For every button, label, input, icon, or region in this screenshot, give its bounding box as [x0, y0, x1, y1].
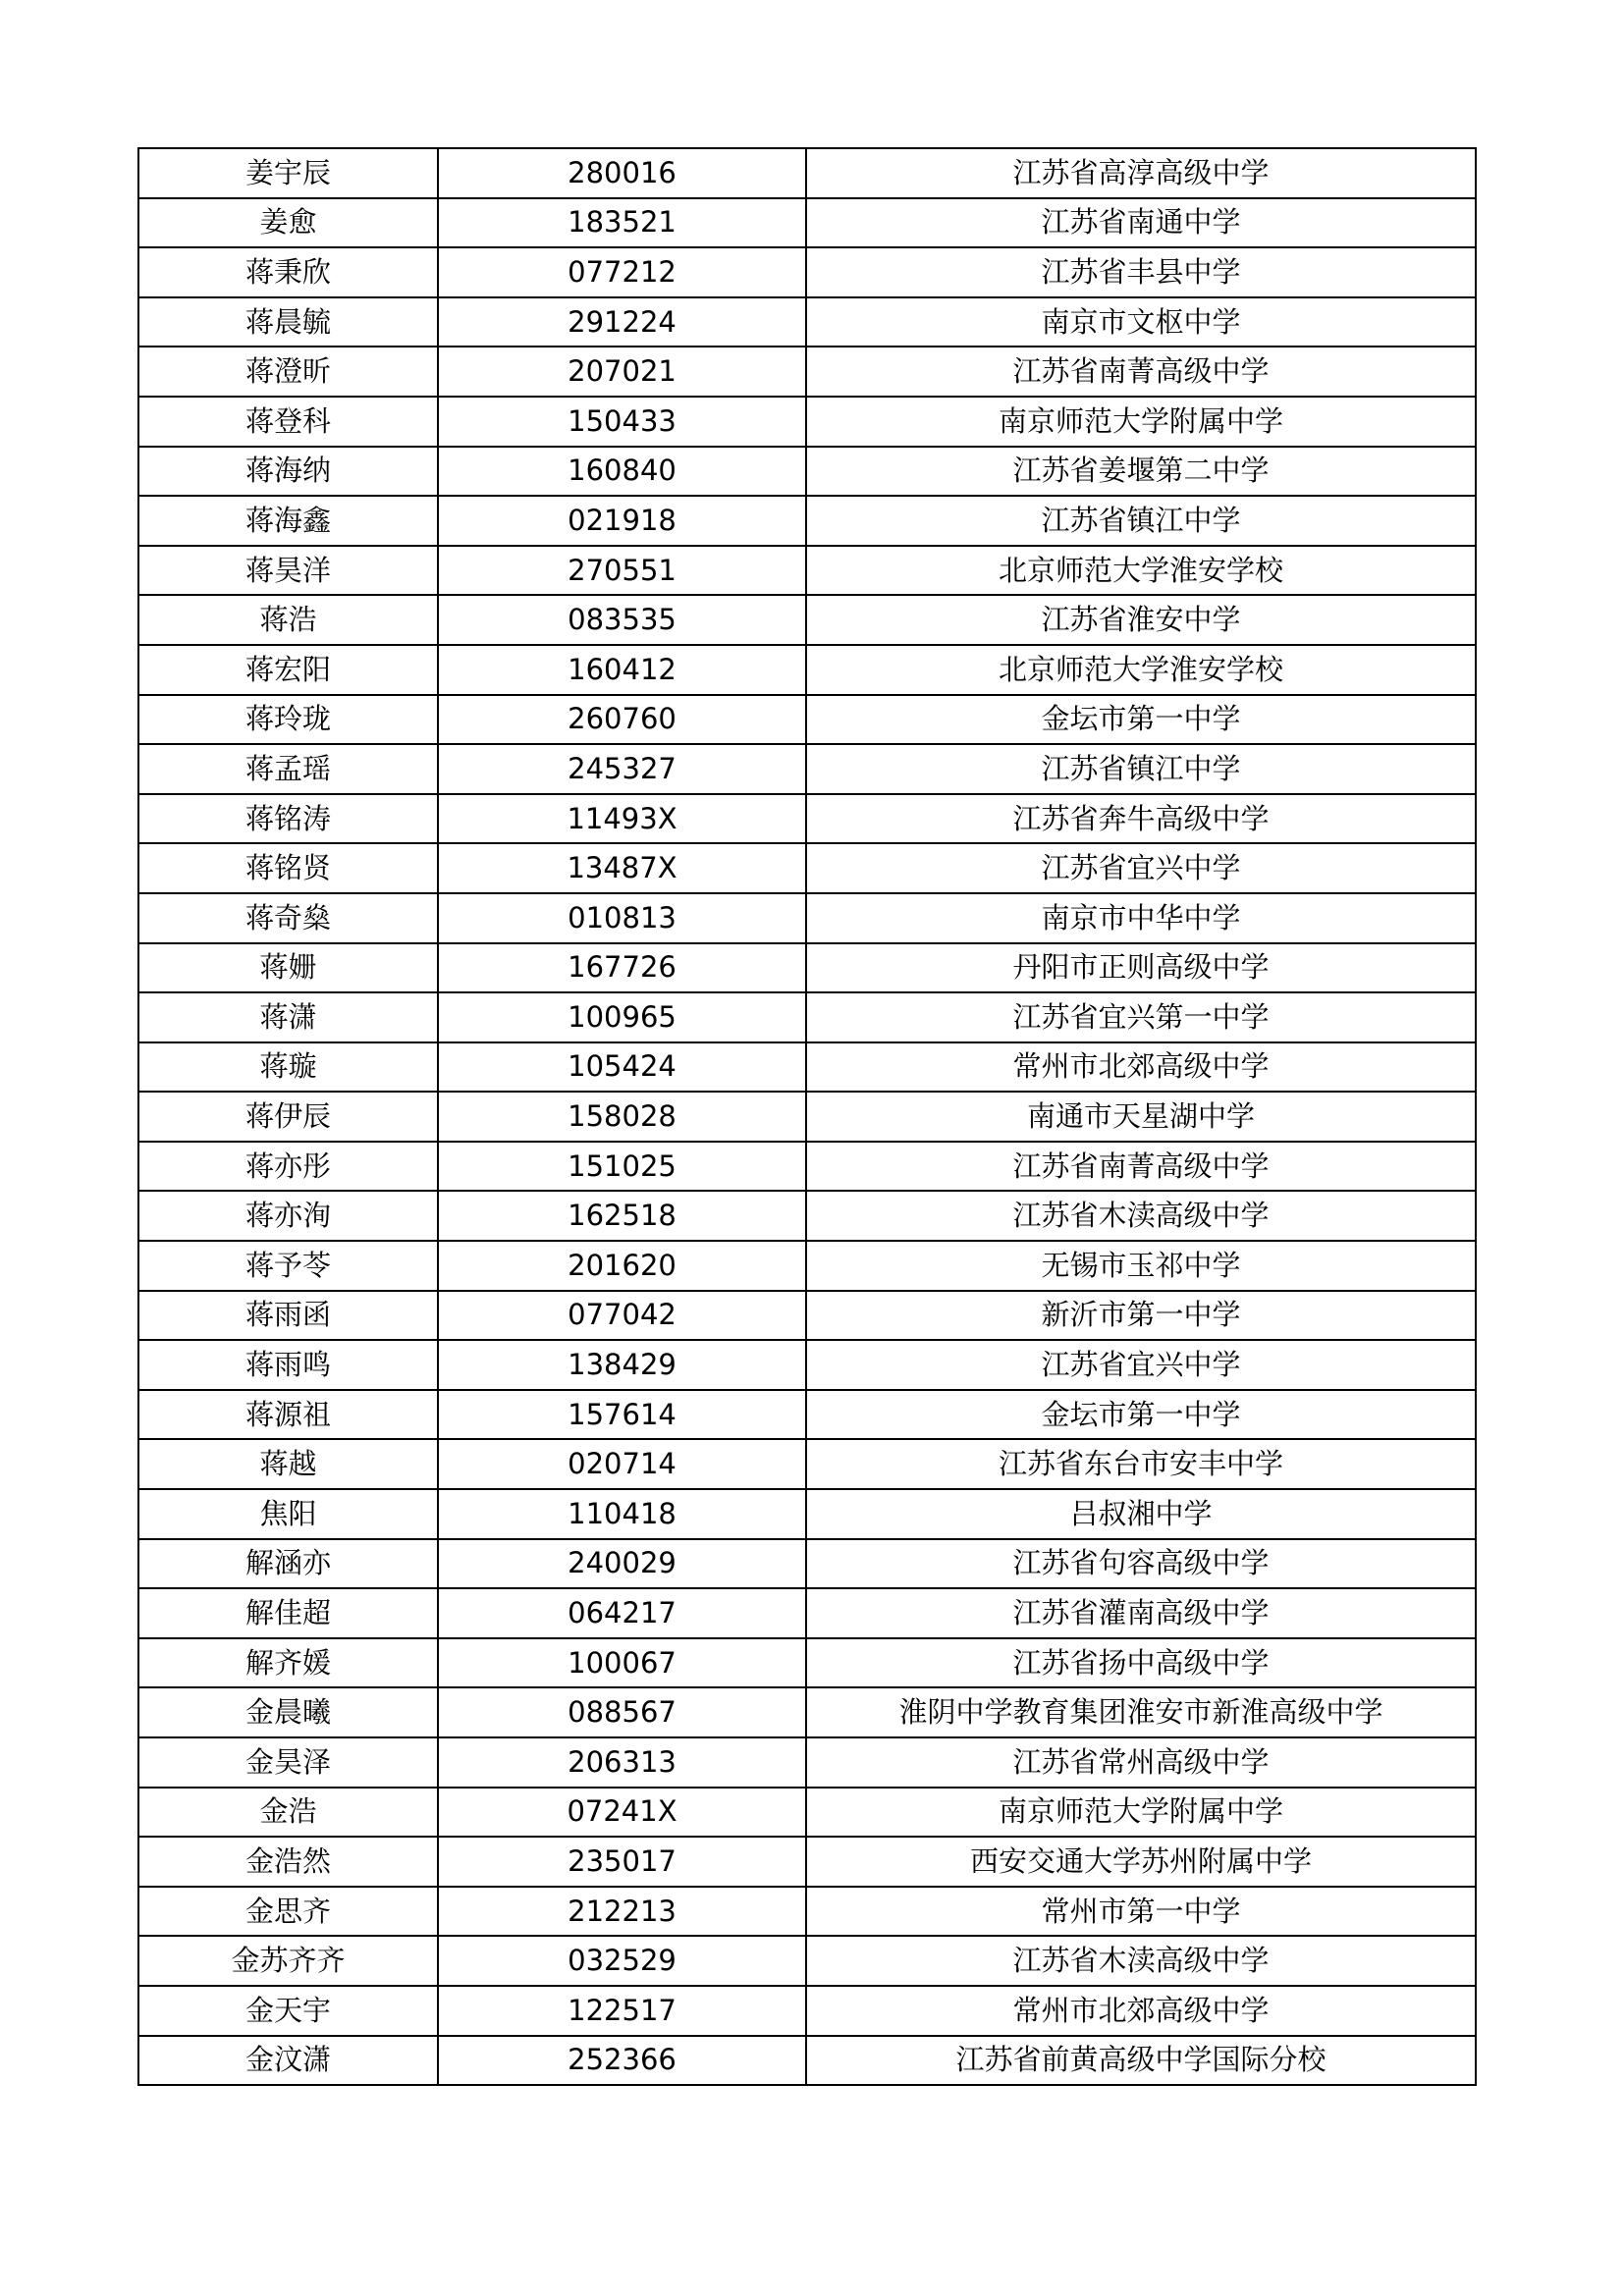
student-id-cell: 280016	[438, 148, 806, 198]
school-name-cell: 常州市北郊高级中学	[806, 1042, 1476, 1093]
school-name-cell: 南京市文枢中学	[806, 297, 1476, 347]
student-name-cell: 金汶潇	[138, 2036, 438, 2086]
table-row	[138, 1539, 1476, 1589]
student-id-cell: 207021	[438, 347, 806, 397]
student-name-cell: 金晨曦	[138, 1687, 438, 1737]
table-row	[138, 843, 1476, 893]
student-id-cell: 291224	[438, 297, 806, 347]
student-name-cell: 蒋昊洋	[138, 546, 438, 596]
school-name-cell: 江苏省镇江中学	[806, 496, 1476, 546]
school-name-cell: 江苏省东台市安丰中学	[806, 1439, 1476, 1489]
student-name-cell: 蒋源祖	[138, 1390, 438, 1440]
student-id-cell: 064217	[438, 1588, 806, 1638]
student-id-cell: 032529	[438, 1936, 806, 1986]
school-name-cell: 江苏省姜堰第二中学	[806, 447, 1476, 497]
student-name-cell: 蒋铭涛	[138, 794, 438, 844]
student-id-cell: 010813	[438, 893, 806, 943]
school-name-cell: 南京师范大学附属中学	[806, 1788, 1476, 1838]
table-row	[138, 198, 1476, 248]
student-name-cell: 金浩然	[138, 1837, 438, 1887]
school-name-cell: 江苏省淮安中学	[806, 595, 1476, 645]
student-name-cell: 蒋雨鸣	[138, 1340, 438, 1390]
student-id-cell: 235017	[438, 1837, 806, 1887]
student-name-cell: 姜宇辰	[138, 148, 438, 198]
student-id-cell: 160840	[438, 447, 806, 497]
table-row	[138, 943, 1476, 993]
student-id-cell: 162518	[438, 1191, 806, 1241]
table-row	[138, 1489, 1476, 1539]
table-row	[138, 744, 1476, 794]
school-name-cell: 江苏省常州高级中学	[806, 1737, 1476, 1788]
student-name-cell: 金苏齐齐	[138, 1936, 438, 1986]
student-name-cell: 蒋伊辰	[138, 1092, 438, 1142]
table-row	[138, 794, 1476, 844]
student-id-cell: 206313	[438, 1737, 806, 1788]
student-id-cell: 151025	[438, 1142, 806, 1192]
student-id-cell: 07241X	[438, 1788, 806, 1838]
school-name-cell: 江苏省宜兴中学	[806, 1340, 1476, 1390]
table-row	[138, 1092, 1476, 1142]
table-row	[138, 992, 1476, 1042]
student-name-cell: 蒋潇	[138, 992, 438, 1042]
table-row	[138, 1191, 1476, 1241]
school-name-cell: 金坛市第一中学	[806, 695, 1476, 745]
table-row	[138, 1439, 1476, 1489]
student-name-cell: 金思齐	[138, 1887, 438, 1937]
table-row	[138, 1737, 1476, 1788]
school-name-cell: 江苏省丰县中学	[806, 247, 1476, 297]
table-row	[138, 893, 1476, 943]
student-name-cell: 金天宇	[138, 1986, 438, 2036]
table-row	[138, 148, 1476, 198]
student-name-cell: 蒋玲珑	[138, 695, 438, 745]
student-name-cell: 金浩	[138, 1788, 438, 1838]
student-id-cell: 212213	[438, 1887, 806, 1937]
student-id-cell: 100965	[438, 992, 806, 1042]
school-name-cell: 江苏省灌南高级中学	[806, 1588, 1476, 1638]
student-id-cell: 11493X	[438, 794, 806, 844]
student-id-cell: 201620	[438, 1241, 806, 1291]
school-name-cell: 无锡市玉祁中学	[806, 1241, 1476, 1291]
school-name-cell: 江苏省奔牛高级中学	[806, 794, 1476, 844]
student-name-cell: 蒋海纳	[138, 447, 438, 497]
table-row	[138, 1390, 1476, 1440]
school-name-cell: 丹阳市正则高级中学	[806, 943, 1476, 993]
student-id-cell: 083535	[438, 595, 806, 645]
student-name-cell: 蒋姗	[138, 943, 438, 993]
table-row	[138, 1142, 1476, 1192]
school-name-cell: 江苏省南菁高级中学	[806, 1142, 1476, 1192]
student-name-cell: 金昊泽	[138, 1737, 438, 1788]
student-id-cell: 160412	[438, 645, 806, 695]
roster-table	[137, 147, 1477, 2086]
student-id-cell: 088567	[438, 1687, 806, 1737]
table-row	[138, 1986, 1476, 2036]
student-id-cell: 138429	[438, 1340, 806, 1390]
school-name-cell: 西安交通大学苏州附属中学	[806, 1837, 1476, 1887]
table-row	[138, 247, 1476, 297]
student-id-cell: 105424	[438, 1042, 806, 1093]
school-name-cell: 北京师范大学淮安学校	[806, 645, 1476, 695]
student-name-cell: 蒋亦彤	[138, 1142, 438, 1192]
roster-table-body	[138, 148, 1476, 2085]
student-id-cell: 157614	[438, 1390, 806, 1440]
student-name-cell: 焦阳	[138, 1489, 438, 1539]
student-name-cell: 蒋越	[138, 1439, 438, 1489]
table-row	[138, 1241, 1476, 1291]
school-name-cell: 南京师范大学附属中学	[806, 397, 1476, 447]
student-name-cell: 蒋登科	[138, 397, 438, 447]
table-row	[138, 1788, 1476, 1838]
table-row	[138, 2036, 1476, 2086]
student-name-cell: 蒋亦洵	[138, 1191, 438, 1241]
student-id-cell: 167726	[438, 943, 806, 993]
table-row	[138, 496, 1476, 546]
school-name-cell: 金坛市第一中学	[806, 1390, 1476, 1440]
student-id-cell: 183521	[438, 198, 806, 248]
school-name-cell: 江苏省高淳高级中学	[806, 148, 1476, 198]
student-id-cell: 077212	[438, 247, 806, 297]
student-name-cell: 解齐媛	[138, 1638, 438, 1688]
school-name-cell: 江苏省南通中学	[806, 198, 1476, 248]
school-name-cell: 南京市中华中学	[806, 893, 1476, 943]
student-id-cell: 252366	[438, 2036, 806, 2086]
student-id-cell: 13487X	[438, 843, 806, 893]
school-name-cell: 江苏省宜兴中学	[806, 843, 1476, 893]
table-row	[138, 1042, 1476, 1093]
student-name-cell: 蒋铭贤	[138, 843, 438, 893]
school-name-cell: 江苏省木渎高级中学	[806, 1936, 1476, 1986]
school-name-cell: 江苏省木渎高级中学	[806, 1191, 1476, 1241]
table-row	[138, 1291, 1476, 1341]
student-id-cell: 021918	[438, 496, 806, 546]
table-row	[138, 546, 1476, 596]
table-row	[138, 1588, 1476, 1638]
student-id-cell: 110418	[438, 1489, 806, 1539]
table-row	[138, 1837, 1476, 1887]
table-row	[138, 1887, 1476, 1937]
student-id-cell: 122517	[438, 1986, 806, 2036]
student-id-cell: 020714	[438, 1439, 806, 1489]
student-name-cell: 解佳超	[138, 1588, 438, 1638]
school-name-cell: 江苏省扬中高级中学	[806, 1638, 1476, 1688]
student-id-cell: 270551	[438, 546, 806, 596]
table-row	[138, 447, 1476, 497]
student-name-cell: 蒋宏阳	[138, 645, 438, 695]
student-id-cell: 260760	[438, 695, 806, 745]
student-name-cell: 蒋浩	[138, 595, 438, 645]
school-name-cell: 新沂市第一中学	[806, 1291, 1476, 1341]
school-name-cell: 吕叔湘中学	[806, 1489, 1476, 1539]
student-id-cell: 150433	[438, 397, 806, 447]
school-name-cell: 北京师范大学淮安学校	[806, 546, 1476, 596]
school-name-cell: 常州市第一中学	[806, 1887, 1476, 1937]
table-row	[138, 297, 1476, 347]
table-row	[138, 645, 1476, 695]
school-name-cell: 江苏省前黄高级中学国际分校	[806, 2036, 1476, 2086]
school-name-cell: 江苏省句容高级中学	[806, 1539, 1476, 1589]
school-name-cell: 南通市天星湖中学	[806, 1092, 1476, 1142]
table-row	[138, 695, 1476, 745]
table-row	[138, 1687, 1476, 1737]
table-row	[138, 595, 1476, 645]
table-row	[138, 397, 1476, 447]
student-id-cell: 100067	[438, 1638, 806, 1688]
student-id-cell: 240029	[438, 1539, 806, 1589]
school-name-cell: 淮阴中学教育集团淮安市新淮高级中学	[806, 1687, 1476, 1737]
student-name-cell: 蒋璇	[138, 1042, 438, 1093]
table-row	[138, 1638, 1476, 1688]
student-name-cell: 蒋雨函	[138, 1291, 438, 1341]
table-row	[138, 1340, 1476, 1390]
student-name-cell: 姜愈	[138, 198, 438, 248]
student-name-cell: 蒋奇燊	[138, 893, 438, 943]
student-name-cell: 蒋澄昕	[138, 347, 438, 397]
student-name-cell: 蒋海鑫	[138, 496, 438, 546]
student-id-cell: 245327	[438, 744, 806, 794]
student-name-cell: 解涵亦	[138, 1539, 438, 1589]
student-id-cell: 158028	[438, 1092, 806, 1142]
student-name-cell: 蒋晨毓	[138, 297, 438, 347]
student-name-cell: 蒋孟瑶	[138, 744, 438, 794]
school-name-cell: 常州市北郊高级中学	[806, 1986, 1476, 2036]
student-id-cell: 077042	[438, 1291, 806, 1341]
school-name-cell: 江苏省镇江中学	[806, 744, 1476, 794]
table-row	[138, 1936, 1476, 1986]
table-row	[138, 347, 1476, 397]
school-name-cell: 江苏省南菁高级中学	[806, 347, 1476, 397]
student-name-cell: 蒋予苓	[138, 1241, 438, 1291]
student-name-cell: 蒋秉欣	[138, 247, 438, 297]
school-name-cell: 江苏省宜兴第一中学	[806, 992, 1476, 1042]
